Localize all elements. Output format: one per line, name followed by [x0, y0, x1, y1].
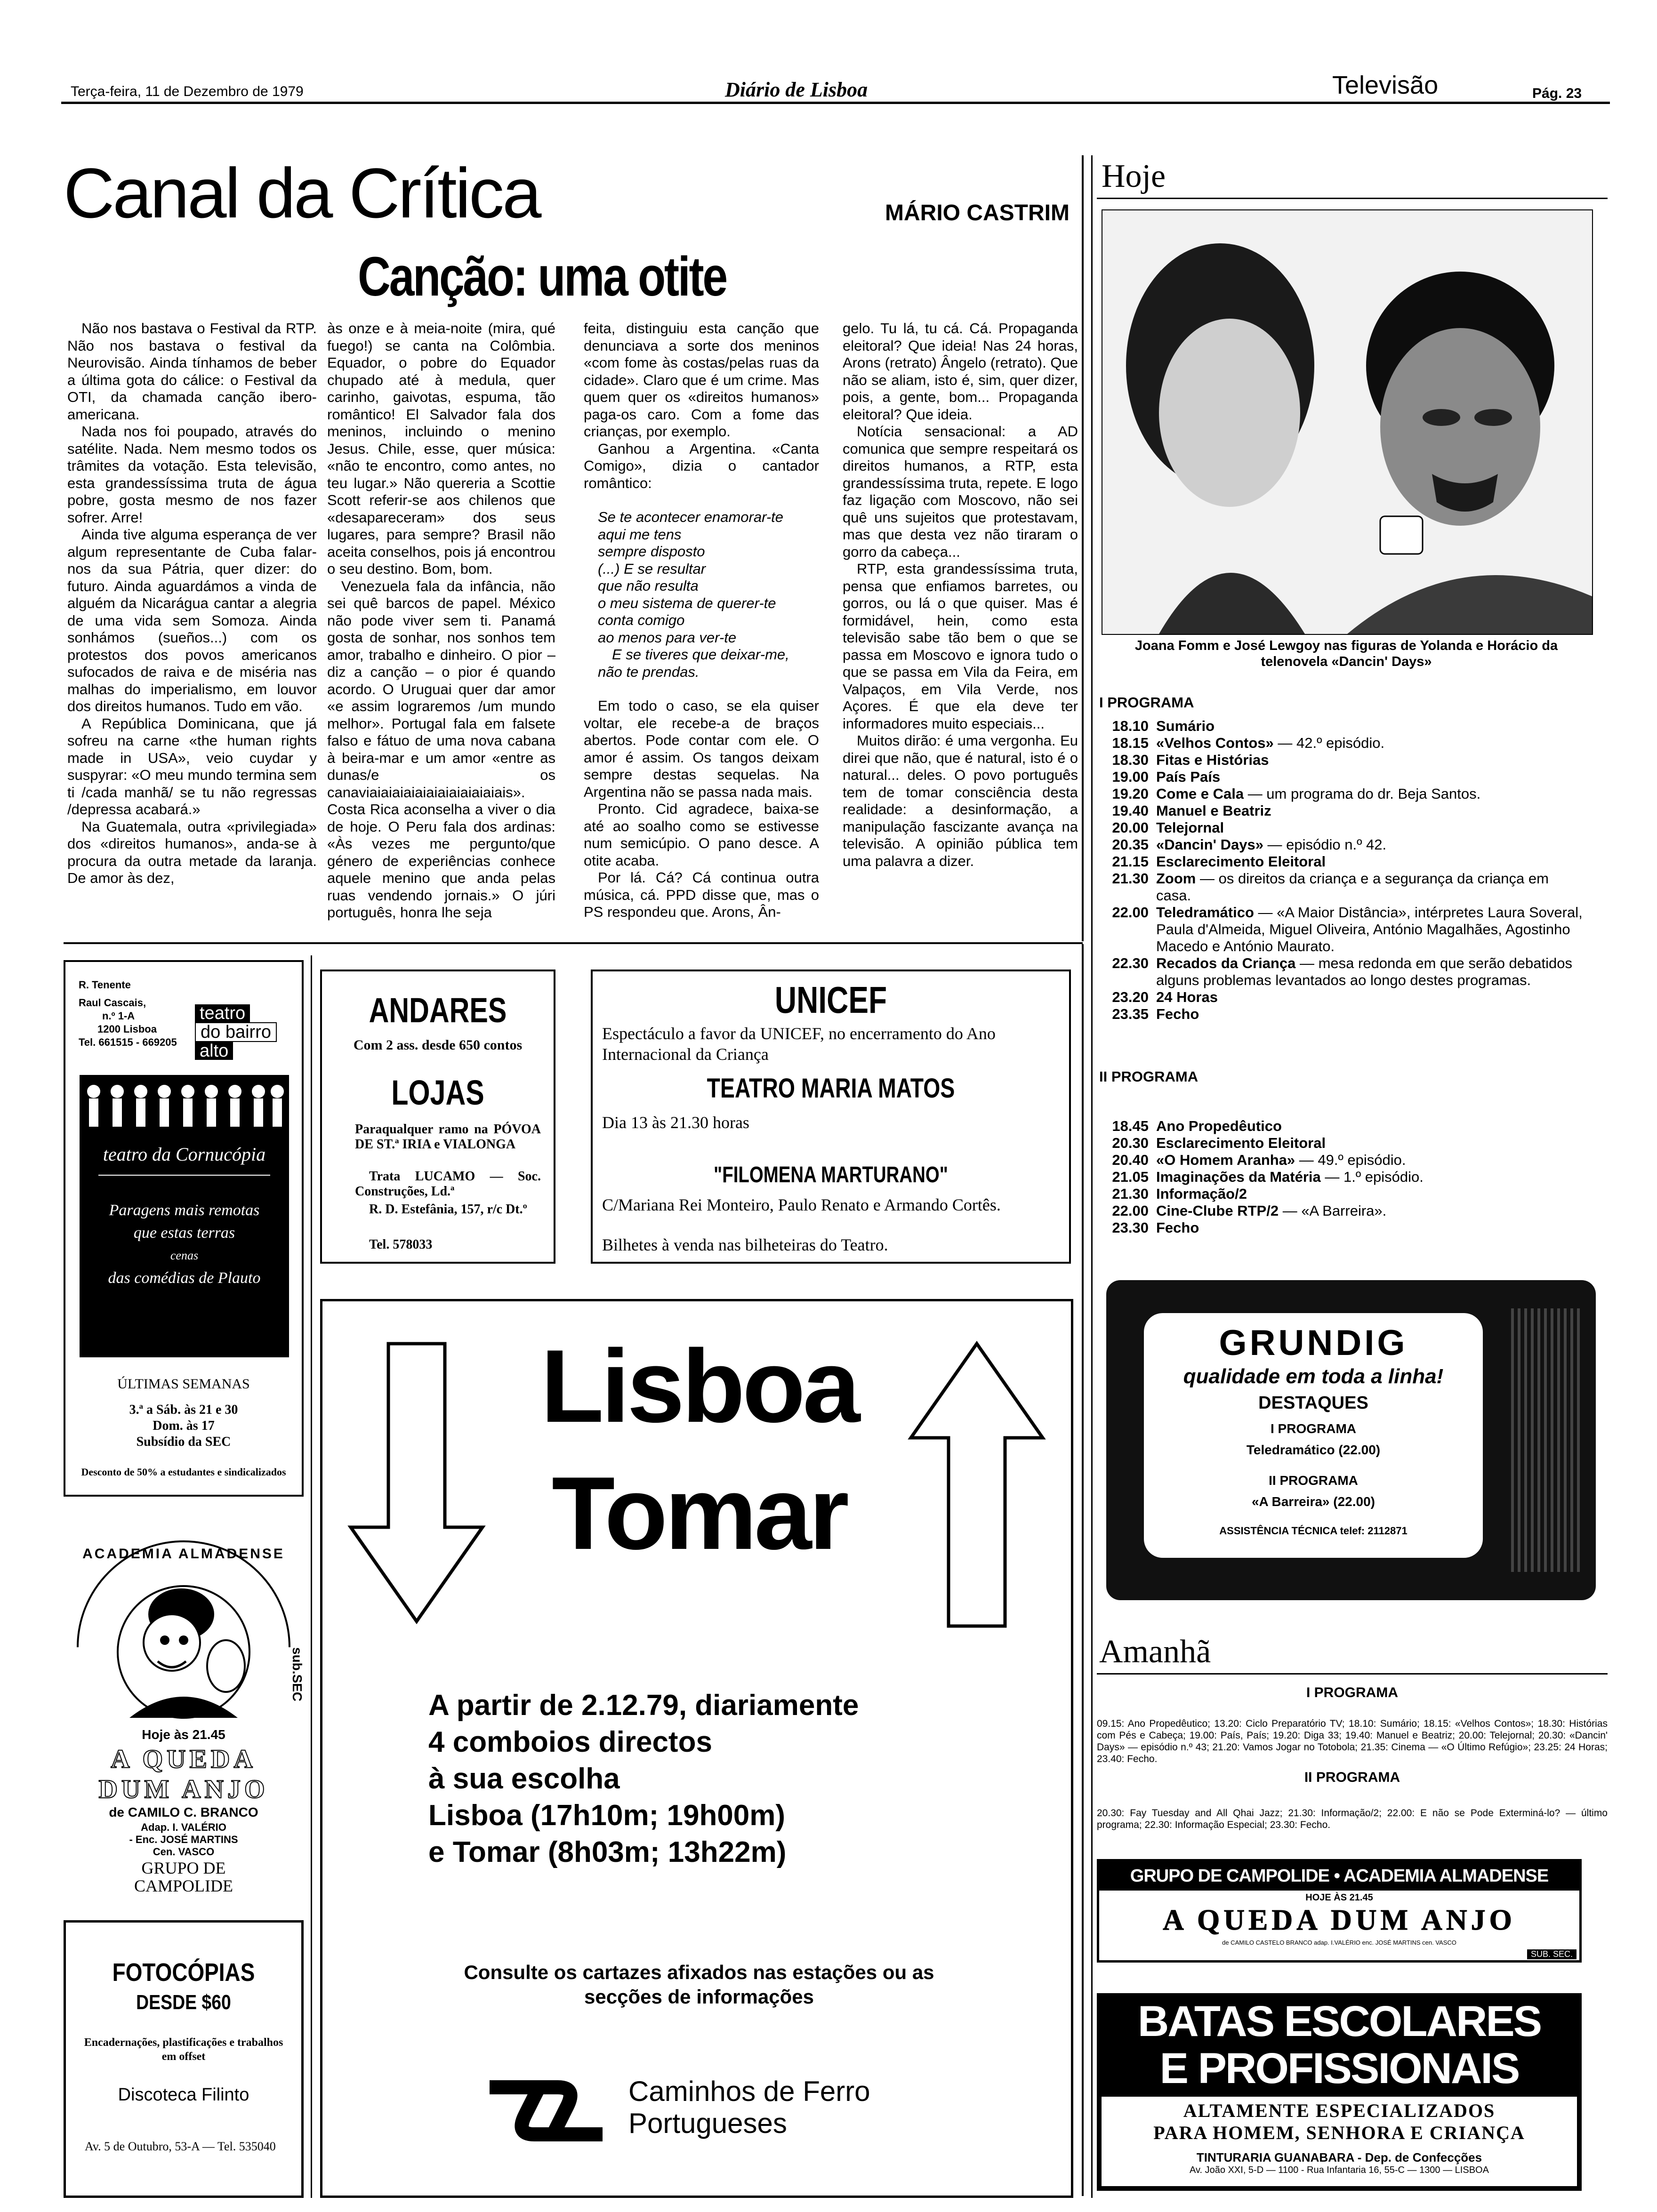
- cp-ad: [320, 1299, 1073, 2198]
- program-row: 21.05 Imaginações da Matéria — 1.º episódio.: [1112, 1169, 1424, 1185]
- fotocopias-ad: [64, 1920, 304, 2198]
- programa-2-title: II PROGRAMA: [1099, 1068, 1199, 1085]
- paragraph: Pronto. Cid agradece, baixa-se até ao soalho como se estivesse num semicúpio. O pano desce. A otite acaba.: [584, 801, 819, 869]
- campolide-ad: [1097, 1859, 1582, 1963]
- academia-grupo: GRUPO DE CAMPOLIDE: [134, 1859, 233, 1895]
- verse-line: não te prendas.: [598, 663, 700, 680]
- foto-address: Av. 5 de Outubro, 53-A — Tel. 535040: [85, 2140, 276, 2153]
- program-row: 19.40 Manuel e Beatriz: [1112, 802, 1271, 819]
- paragraph: Em todo o caso, se ela quiser voltar, ele recebe-a de braços abertos. Pode contar com ele. O amor é assim. Os tangos deixam sempre destas sequelas. Na Argentina não se passa nada mais.: [584, 697, 819, 800]
- andares-body: Paraqualquer ramo na PÓVOA DE ST.ª IRIA e VIALONGA: [355, 1122, 541, 1152]
- photo-caption: Joana Fomm e José Lewgoy nas figuras de Yolanda e Horácio da telenovela «Dancin' Days»: [1134, 638, 1558, 669]
- batas-line-3: ALTAMENTE ESPECIALIZADOS: [1183, 2100, 1496, 2121]
- unicef-title: UNICEF: [774, 979, 887, 1021]
- paragraph: RTP, esta grandessíssima truta, pensa que enfiamos barretes, ou gorros, ou lá o que quiser. Mas é formidável, hein, como esta televisão sabe tão bem o que se passa em Moscovo e ignora tudo o que se passa em Vila da Feira, em Valpaços, em Vila Verde, nos Açores. É que ela deve ter informadores muito especiais...: [843, 561, 1078, 732]
- academia-credits: Adap. I. VALÉRIO - Enc. JOSÉ MARTINS Cen. VASCO: [129, 1821, 238, 1858]
- foto-shop: Discoteca Filinto: [118, 2085, 249, 2105]
- program-row: 20.40 «O Homem Aranha» — 49.º episódio.: [1112, 1152, 1406, 1168]
- cp-schedule: A partir de 2.12.79, diariamente 4 comboios directos à sua escolha Lisboa (17h10m; 19h00m) e Tomar (8h03m; 13h22m): [428, 1689, 859, 1868]
- teatro-desconto: Desconto de 50% a estudantes e sindicalizados: [81, 1466, 286, 1478]
- teatro-hours: 3.ª a Sáb. às 21 e 30 Dom. às 17 Subsídio da SEC: [129, 1403, 238, 1449]
- academia-title-1: A QUEDA: [111, 1745, 257, 1774]
- verse-line: E se tiveres que deixar-me,: [612, 646, 789, 663]
- andares-sub: Com 2 ass. desde 650 contos: [353, 1037, 523, 1053]
- column-author: MÁRIO CASTRIM: [885, 200, 1070, 225]
- batas-ad: [1097, 1993, 1582, 2191]
- teatro-logo: teatro do bairro alto: [195, 1004, 277, 1060]
- unicef-venue: TEATRO MARIA MATOS: [707, 1073, 955, 1104]
- paragraph: Não nos bastava o Festival da RTP. Não nos bastava o festival da Neurovisão. Ainda tínhamos de beber a última gota do cálice: o Festival da OTI, da chamada canção ibero-americana.: [67, 320, 317, 423]
- column-vertical-rule: [1082, 155, 1084, 941]
- academia-side: sub.SEC: [290, 1647, 305, 1702]
- paragraph: Ainda tive alguma esperança de ver algum representante de Cuba falar-nos da sua Pátria, quer dizer: do futuro. Ainda aguardámos a vinda de alguém da Nicarágua cantar a alegria de uma vida sem Somoza. Ainda sonhámos (sueños...) com os protestos dos povos americanos sufocados de raiva e de miséria nas malhas do imperialismo, em louvor dos direitos humanos. Tudo em vão.: [67, 526, 317, 714]
- masthead-rule: [61, 102, 1610, 104]
- academia-title-2: DUM ANJO: [98, 1775, 269, 1804]
- puppets-icon: [80, 1075, 289, 1136]
- unicef-tickets: Bilhetes à venda nas bilheteiras do Teatro.: [602, 1235, 888, 1254]
- paragraph: feita, distinguiu esta canção que denunciava a sorte dos meninos «com fome às costas/pelas ruas da cidade». Claro que é um crime. Mas quem quer os «direitos humanos» paga-os caro. Com a fome das crianças, por exemplo.: [584, 320, 819, 440]
- teatro-play-line: Paragens mais remotas: [109, 1202, 260, 1219]
- grundig-p2: II PROGRAMA: [1269, 1473, 1358, 1488]
- program-row: 20.30 Esclarecimento Eleitoral: [1112, 1135, 1326, 1151]
- column-title: Canal da Crítica: [64, 153, 540, 232]
- verse-line: o meu sistema de querer-te: [598, 594, 776, 611]
- amanha-heading: Amanhã: [1099, 1634, 1211, 1670]
- verse-line: conta comigo: [598, 612, 685, 628]
- andares-trata: Trata LUCAMO — Soc. Construções, Ld.ª: [355, 1169, 541, 1199]
- left-ads-rule: [311, 955, 312, 2198]
- program-row: 18.10 Sumário: [1112, 718, 1215, 734]
- campolide-credits: de CAMILO CASTELO BRANCO adap. I.VALÉRIO enc. JOSÉ MARTINS cen. VASCO: [1222, 1939, 1456, 1946]
- unicef-play: "FILOMENA MARTURANO": [714, 1162, 948, 1187]
- cp-logo-icon: [487, 2073, 605, 2148]
- andares-address: R. D. Estefânia, 157, r/c Dt.º: [369, 1202, 527, 1217]
- cp-city-2: Tomar: [551, 1455, 847, 1571]
- batas-line-4: PARA HOMEM, SENHORA E CRIANÇA: [1153, 2122, 1525, 2143]
- batas-line-2: E PROFISSIONAIS: [1159, 2044, 1519, 2092]
- article-bottom-rule: [64, 942, 1083, 944]
- paragraph: Na Guatemala, outra «privilegiada» dos «direitos humanos», anda-se à procura da outra metade da laranja. De amor às dez,: [67, 818, 317, 886]
- andares-title: ANDARES: [369, 991, 507, 1030]
- hoje-heading: Hoje: [1102, 158, 1166, 194]
- masthead-section: Televisão: [1332, 71, 1439, 99]
- unicef-date: Dia 13 às 21.30 horas: [602, 1113, 749, 1132]
- batas-line-6: Av. João XXI, 5-D — 1100 - Rua Infantaria 16, 55-C — 1300 — LISBOA: [1190, 2165, 1489, 2175]
- tv-photo: [1102, 209, 1593, 635]
- program-row: 18.15 «Velhos Contos» — 42.º episódio.: [1112, 735, 1385, 751]
- grundig-slogan: qualidade em toda a linha!: [1183, 1365, 1444, 1388]
- campolide-title: A QUEDA DUM ANJO: [1163, 1904, 1516, 1936]
- batas-line-5: TINTURARIA GUANABARA - Dep. de Confecções: [1196, 2150, 1482, 2164]
- amanha-p1-title: I PROGRAMA: [1306, 1685, 1398, 1700]
- academia-ad: [64, 1534, 305, 1895]
- paragraph: Venezuela fala da infância, não sei quê barcos de papel. México não pode viver sem ti. Panamá gosta de sonhar, nos sonhos tem amor, trabalho e dinheiro. O pior – diz a canção – o pior é quando acordo. O Uruguai quer dar amor «e assim lograremos /um mundo melhor». Portugal fala em falsete falso e fátuo de uma nova cabana à beira-mar e um amor «entre as dunas/e os canaviaiaiaiaiaiaiaiaiaiaiaiais». Costa Rica aconselha a viver o dia de hoje. O Peru fala dos ardinas: «Às vezes me pergunto/que género de experiências conhece aquele menino que anda pelas ruas vendendo jornais.» O júri português, honra lhe seja: [327, 577, 555, 921]
- cp-consult: Consulte os cartazes afixados nas estações ou as secções de informações: [464, 1961, 934, 2008]
- program-row: 21.30 Zoom — os direitos da criança e a segurança da criança em casa.: [1112, 870, 1549, 904]
- unicef-cast: C/Mariana Rei Monteiro, Paulo Renato e Armando Cortês.: [602, 1195, 1001, 1214]
- paragraph: Muitos dirão: é uma vergonha. Eu direi que não, que é natural, isto é o natural... deles. O povo português tem de tomar consciência desta realidade: a desinformação, a manipulação fascizante avança na televisão. A opinião pública tem uma palavra a dizer.: [843, 732, 1078, 869]
- program-row: 22.30 Recados da Criança — mesa redonda em que serão debatidos alguns problemas levantados ao longo destes programas.: [1112, 955, 1572, 988]
- article-col-4: [843, 320, 1078, 870]
- academia-author: de CAMILO C. BRANCO: [109, 1805, 258, 1819]
- cp-city-1: Lisboa: [540, 1328, 858, 1444]
- column-headline: Canção: uma otite: [358, 246, 726, 308]
- programa-2-list: [1097, 1118, 1586, 1236]
- grundig-destaques: DESTAQUES: [1258, 1393, 1368, 1413]
- amanha-p1-text: 09.15: Ano Propedêutico; 13.20: Ciclo Preparatório TV; 18.10: Sumário; 18.15: «Velhos Contos»; 18.30: Histórias com Pés e Cabeça; 19.00: País, País; 19.20: Diga 33; 19.40: Manuel e Beatriz; 20.00: Telejornal; 20.30: «Dancin' Days» — episódio n.º 43; 21.20: Vamos Jogar no Totobola; 21.35: Cinema — «O Último Refúgio»; 23.25: 24 Horas; 23.40: Fecho.: [1097, 1718, 1608, 1764]
- academia-hoje: Hoje às 21.45: [142, 1727, 225, 1742]
- foto-services: Encadernações, plastificações e trabalhos em offset: [84, 2036, 283, 2063]
- programa-1-list: [1097, 718, 1586, 1023]
- program-row: 23.30 Fecho: [1112, 1219, 1199, 1236]
- teatro-play-line: das comédias de Plauto: [108, 1269, 261, 1287]
- article-col-3: [584, 320, 819, 921]
- program-row: 18.45 Ano Propedêutico: [1112, 1118, 1282, 1134]
- paragraph: Por lá. Cá? Cá continua outra música, cá. PPD disse que, mas o PS respondeu que. Arons, Ân-: [584, 869, 819, 920]
- campolide-sub: SUB. SEC.: [1527, 1949, 1577, 1959]
- academia-arc-title: ACADEMIA ALMADENSE: [82, 1546, 285, 1562]
- program-row: 22.00 Teledramático — «A Maior Distância», intérpretes Laura Soveral, Paula d'Almeida, Miguel Oliveira, António Magalhães, Agostinho Macedo e António Maurato.: [1112, 904, 1583, 954]
- grundig-tv-ad: [1106, 1280, 1596, 1600]
- program-row: 23.20 24 Horas: [1112, 989, 1218, 1005]
- lojas-title: LOJAS: [391, 1073, 484, 1112]
- foto-title-2: DESDE $60: [136, 1991, 231, 2014]
- program-row: 19.00 País País: [1112, 769, 1221, 785]
- masthead-page: Pág. 23: [1532, 86, 1582, 101]
- program-row: 23.35 Fecho: [1112, 1006, 1199, 1022]
- program-row: 20.35 «Dancin' Days» — episódio n.º 42.: [1112, 836, 1387, 853]
- program-row: 21.30 Informação/2: [1112, 1186, 1247, 1202]
- verse-line: que não resulta: [598, 577, 699, 594]
- masthead-paper-name: Diário de Lisboa: [725, 78, 868, 101]
- teatro-address: R. Tenente Raul Cascais, n.º 1-A 1200 Lisboa Tel. 661515 - 669205: [79, 979, 177, 1048]
- tv-speaker-grille: [1511, 1308, 1582, 1572]
- hoje-rule: [1097, 198, 1608, 199]
- paragraph: Nada nos foi poupado, através do satélite. Nada. Nem mesmo todos os trâmites da votação. Esta televisão, esta grandessíssima truta de água pobre, gosta mesmo de nos fazer sofrer. Arre!: [67, 423, 317, 526]
- paragraph: Ganhou a Argentina. «Canta Comigo», dizia o cantador romântico:: [584, 440, 819, 491]
- verse-line: Se te acontecer enamorar-te: [598, 509, 784, 525]
- amanha-p2-text: 20.30: Fay Tuesday and All Qhai Jazz; 21.30: Informação/2; 22.00: E não se Pode Exterminá-lo? — último programa; 22.30: Informação Especial; 23.30: Fecho.: [1097, 1808, 1608, 1830]
- andares-tel: Tel. 578033: [369, 1237, 433, 1252]
- campolide-banner: GRUPO DE CAMPOLIDE • ACADEMIA ALMADENSE: [1099, 1861, 1579, 1891]
- program-row: 18.30 Fitas e Histórias: [1112, 752, 1269, 768]
- grundig-p1-item: Teledramático (22.00): [1246, 1443, 1381, 1457]
- unicef-intro: Espectáculo a favor da UNICEF, no encerramento do Ano Internacional da Criança: [602, 1024, 996, 1064]
- cp-brand: Caminhos de Ferro Portugueses: [628, 2076, 870, 2139]
- batas-inner: [1102, 2097, 1577, 2186]
- masthead-date: Terça-feira, 11 de Dezembro de 1979: [71, 84, 304, 99]
- grundig-assist: ASSISTÊNCIA TÉCNICA telef: 2112871: [1219, 1525, 1408, 1537]
- article-col-2: [327, 320, 555, 922]
- program-row: 19.20 Come e Cala — um programa do dr. Beja Santos.: [1112, 785, 1481, 802]
- paragraph: Notícia sensacional: a AD comunica que sempre respeitará os direitos humanos, a RTP, esta grandessíssima truta, repete. E logo faz ligação com Moscovo, não sei quê uns sujeitos que protestavam, mas que desta vez não tiraram o gorro da cabeça...: [843, 423, 1078, 560]
- program-row: 21.15 Esclarecimento Eleitoral: [1112, 853, 1326, 870]
- grundig-p1: I PROGRAMA: [1271, 1421, 1356, 1436]
- programa-1-title: I PROGRAMA: [1099, 694, 1194, 711]
- program-row: 22.00 Cine-Clube RTP/2 — «A Barreira».: [1112, 1202, 1387, 1219]
- batas-line-1: BATAS ESCOLARES: [1137, 1997, 1541, 2045]
- teatro-ultimas: ÚLTIMAS SEMANAS: [117, 1376, 250, 1392]
- verse-line: aqui me tens: [598, 526, 682, 543]
- grundig-p2-item: «A Barreira» (22.00): [1251, 1494, 1375, 1509]
- lyrics-verse: [584, 509, 819, 681]
- unicef-ad: [591, 970, 1071, 1264]
- campolide-hoje: HOJE ÀS 21.45: [1305, 1892, 1373, 1903]
- program-row: 20.00 Telejornal: [1112, 819, 1224, 836]
- paragraph: às onze e à meia-noite (mira, qué fuego!) se canta na Colômbia. Equador, o pobre do Equador chupado até à medula, quer carinho, gaivotas, espuma, tão romântico! El Salvador fala dos meninos, incluindo o menino Jesus. Chile, esse, quer música: «não te encontro, como antes, no teu lugar.» Não quereria a Scottie Scott referir-se aos chilenos que «desapareceram» dos seus lugares, para sempre? Brasil não aceita conselhos, pois já encontrou o seu destino. Bom, bom.: [327, 320, 555, 577]
- teatro-script: teatro da Cornucópia: [103, 1144, 266, 1165]
- photo-illustration: [1102, 210, 1592, 634]
- andares-ad: [320, 970, 555, 1264]
- article-col-1: [67, 320, 317, 887]
- amanha-p2-title: II PROGRAMA: [1304, 1770, 1400, 1785]
- foto-title-1: FOTOCÓPIAS: [112, 1958, 255, 1987]
- paragraph: gelo. Tu lá, tu cá. Cá. Propaganda eleitoral? Que ideia! Nas 24 horas, Arons (retrato) Ângelo (retrato). Que não se aliam, isto é, sim, quer dizer, pois, a gente, bom... Propaganda eleitoral? Que ideia.: [843, 320, 1078, 423]
- amanha-rule: [1097, 1673, 1608, 1675]
- teatro-illustration: [80, 1075, 289, 1357]
- teatro-ad: [64, 960, 304, 1497]
- teatro-play-line: cenas: [170, 1249, 199, 1262]
- teatro-play-line: que estas terras: [133, 1224, 235, 1242]
- right-column-rule: [1082, 944, 1084, 2196]
- main-vertical-divider: [1091, 155, 1093, 2198]
- verse-line: sempre disposto: [598, 543, 705, 560]
- grundig-brand: GRUNDIG: [1219, 1323, 1408, 1363]
- verse-line: (...) E se resultar: [598, 560, 706, 577]
- paragraph: A República Dominicana, que já sofreu na carne «the human rights made in USA», veio cuydar y suspyrar: «O meu mundo termina sem ti /cada manhã/ se tu não regressas /depressa acabará.»: [67, 715, 317, 817]
- verse-line: ao menos para ver-te: [598, 629, 737, 646]
